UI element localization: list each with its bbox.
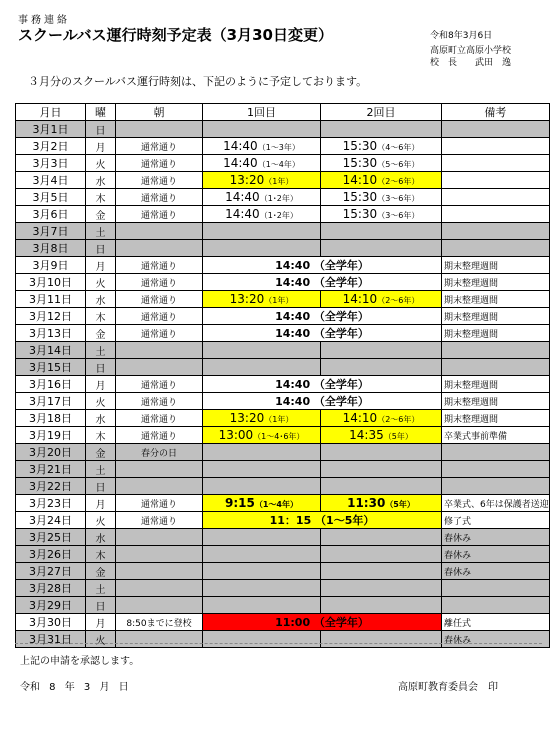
second-trip-cell bbox=[321, 172, 442, 189]
second-trip-time: 15:30 bbox=[342, 207, 378, 221]
notes-cell: 期末整理週間 bbox=[442, 393, 550, 410]
second-trip-cell bbox=[321, 240, 442, 257]
first-trip-grades: （1～3年） bbox=[257, 143, 300, 152]
morning-cell: 通常通り bbox=[116, 308, 203, 325]
morning-cell bbox=[116, 223, 203, 240]
morning-cell bbox=[116, 121, 203, 138]
weekday-cell: 金 bbox=[86, 563, 116, 580]
second-trip-grades: （4～6年） bbox=[377, 143, 420, 152]
morning-cell: 通常通り bbox=[116, 172, 203, 189]
second-trip-time: 15:30 bbox=[342, 156, 378, 170]
morning-cell: 通常通り bbox=[116, 512, 203, 529]
col-header-date: 月日 bbox=[16, 104, 86, 121]
date-cell: 3月30日 bbox=[16, 614, 86, 631]
morning-cell: 通常通り bbox=[116, 410, 203, 427]
table-row bbox=[16, 172, 550, 189]
combined-trip-cell: 14:40 （全学年） bbox=[203, 274, 442, 291]
date-cell: 3月11日 bbox=[16, 291, 86, 308]
first-trip-grades: （1年） bbox=[264, 296, 294, 305]
second-trip-cell bbox=[321, 427, 442, 444]
table-header-row bbox=[16, 104, 550, 121]
date-cell: 3月27日 bbox=[16, 563, 86, 580]
weekday-cell: 金 bbox=[86, 325, 116, 342]
second-trip-time: 14:10 bbox=[342, 292, 378, 306]
table-row bbox=[16, 444, 550, 461]
second-trip-cell bbox=[321, 410, 442, 427]
table-row bbox=[16, 376, 550, 393]
table-row bbox=[16, 461, 550, 478]
second-trip-cell bbox=[321, 359, 442, 376]
table-row bbox=[16, 274, 550, 291]
second-trip-cell bbox=[321, 189, 442, 206]
board-of-education: 高原町教育委員会 印 bbox=[398, 682, 498, 693]
notes-cell: 期末整理週間 bbox=[442, 410, 550, 427]
first-trip-cell bbox=[203, 240, 321, 257]
notes-cell: 離任式 bbox=[442, 614, 550, 631]
table-row bbox=[16, 121, 550, 138]
second-trip-grades: （2～6年） bbox=[377, 296, 420, 305]
first-trip-cell bbox=[203, 546, 321, 563]
morning-cell bbox=[116, 563, 203, 580]
morning-cell: 通常通り bbox=[116, 291, 203, 308]
morning-cell bbox=[116, 546, 203, 563]
bus-schedule-table bbox=[15, 103, 550, 648]
notes-cell bbox=[442, 206, 550, 223]
weekday-cell: 火 bbox=[86, 393, 116, 410]
first-trip-time: 13:20 bbox=[229, 292, 265, 306]
combined-trip-cell: 14:40 （全学年） bbox=[203, 257, 442, 274]
second-trip-grades: （3～6年） bbox=[377, 211, 420, 220]
notes-cell bbox=[442, 155, 550, 172]
table-row bbox=[16, 580, 550, 597]
combined-trip-cell: 14:40 （全学年） bbox=[203, 376, 442, 393]
notes-cell: 期末整理週間 bbox=[442, 376, 550, 393]
first-trip-time: 14:40 bbox=[223, 139, 258, 153]
first-trip-cell bbox=[203, 444, 321, 461]
notes-cell: 期末整理週間 bbox=[442, 274, 550, 291]
first-trip-cell bbox=[203, 121, 321, 138]
morning-cell bbox=[116, 529, 203, 546]
weekday-cell: 水 bbox=[86, 291, 116, 308]
table-row bbox=[16, 189, 550, 206]
second-trip-grades: （5～6年） bbox=[377, 160, 420, 169]
notes-cell bbox=[442, 478, 550, 495]
notes-cell bbox=[442, 461, 550, 478]
weekday-cell: 月 bbox=[86, 138, 116, 155]
col-header-notes: 備考 bbox=[442, 104, 550, 121]
second-trip-grades: （5年） bbox=[383, 432, 413, 441]
table-row bbox=[16, 240, 550, 257]
second-trip-cell bbox=[321, 478, 442, 495]
morning-cell: 通常通り bbox=[116, 376, 203, 393]
first-trip-cell bbox=[203, 155, 321, 172]
table-row bbox=[16, 308, 550, 325]
notes-cell: 春休み bbox=[442, 546, 550, 563]
weekday-cell: 火 bbox=[86, 155, 116, 172]
second-trip-grades: （5年） bbox=[385, 500, 415, 509]
weekday-cell: 月 bbox=[86, 614, 116, 631]
first-trip-time: 14:40 bbox=[225, 207, 260, 221]
date-cell: 3月5日 bbox=[16, 189, 86, 206]
date-cell: 3月9日 bbox=[16, 257, 86, 274]
weekday-cell: 土 bbox=[86, 223, 116, 240]
morning-cell: 通常通り bbox=[116, 206, 203, 223]
col-header-morning: 朝 bbox=[116, 104, 203, 121]
first-trip-cell bbox=[203, 427, 321, 444]
morning-cell bbox=[116, 597, 203, 614]
morning-cell bbox=[116, 359, 203, 376]
intro-text: ３月分のスクールバス運行時刻は、下記のように予定しております。 bbox=[28, 75, 368, 88]
second-trip-cell bbox=[321, 342, 442, 359]
first-trip-cell bbox=[203, 359, 321, 376]
date-cell: 3月25日 bbox=[16, 529, 86, 546]
first-trip-cell bbox=[203, 223, 321, 240]
morning-cell bbox=[116, 631, 203, 648]
table-row bbox=[16, 291, 550, 308]
first-trip-grades: （1～4年） bbox=[257, 160, 300, 169]
table-row bbox=[16, 325, 550, 342]
first-trip-cell bbox=[203, 342, 321, 359]
second-trip-time: 15:30 bbox=[342, 139, 378, 153]
morning-cell: 通常通り bbox=[116, 427, 203, 444]
weekday-cell: 火 bbox=[86, 631, 116, 648]
table-row bbox=[16, 393, 550, 410]
notes-cell bbox=[442, 138, 550, 155]
second-trip-cell bbox=[321, 580, 442, 597]
morning-cell: 春分の日 bbox=[116, 444, 203, 461]
second-trip-grades: （2～6年） bbox=[377, 415, 420, 424]
date-cell: 3月1日 bbox=[16, 121, 86, 138]
date-cell: 3月3日 bbox=[16, 155, 86, 172]
weekday-cell: 木 bbox=[86, 308, 116, 325]
second-trip-time: 14:35 bbox=[349, 428, 384, 442]
date-cell: 3月17日 bbox=[16, 393, 86, 410]
date-cell: 3月28日 bbox=[16, 580, 86, 597]
notes-cell bbox=[442, 189, 550, 206]
weekday-cell: 水 bbox=[86, 410, 116, 427]
weekday-cell: 木 bbox=[86, 546, 116, 563]
combined-trip-cell: 14:40 （全学年） bbox=[203, 308, 442, 325]
table-row bbox=[16, 597, 550, 614]
notes-cell: 期末整理週間 bbox=[442, 325, 550, 342]
first-trip-grades: （1年） bbox=[264, 415, 294, 424]
first-trip-cell bbox=[203, 172, 321, 189]
first-trip-time: 14:40 bbox=[225, 190, 260, 204]
table-row bbox=[16, 138, 550, 155]
table-row bbox=[16, 478, 550, 495]
date-cell: 3月26日 bbox=[16, 546, 86, 563]
notes-cell bbox=[442, 444, 550, 461]
morning-cell bbox=[116, 478, 203, 495]
morning-cell: 通常通り bbox=[116, 325, 203, 342]
weekday-cell: 金 bbox=[86, 444, 116, 461]
date-cell: 3月2日 bbox=[16, 138, 86, 155]
notes-cell bbox=[442, 597, 550, 614]
table-row bbox=[16, 546, 550, 563]
table-row bbox=[16, 342, 550, 359]
table-row bbox=[16, 206, 550, 223]
second-trip-time: 14:10 bbox=[342, 411, 378, 425]
combined-trip-cell: 14:40 （全学年） bbox=[203, 325, 442, 342]
morning-cell bbox=[116, 461, 203, 478]
weekday-cell: 月 bbox=[86, 495, 116, 512]
table-row bbox=[16, 631, 550, 648]
second-trip-cell bbox=[321, 444, 442, 461]
date-cell: 3月29日 bbox=[16, 597, 86, 614]
notes-cell bbox=[442, 359, 550, 376]
first-trip-cell bbox=[203, 631, 321, 648]
divider bbox=[15, 643, 542, 644]
table-row bbox=[16, 410, 550, 427]
approval-date: 令和 8 年 3 月 日 bbox=[20, 682, 129, 693]
notes-cell bbox=[442, 342, 550, 359]
notes-cell: 修了式 bbox=[442, 512, 550, 529]
second-trip-cell bbox=[321, 597, 442, 614]
morning-cell: 通常通り bbox=[116, 274, 203, 291]
first-trip-cell bbox=[203, 410, 321, 427]
first-trip-time: 14:40 bbox=[223, 156, 258, 170]
first-trip-time: 9:15 bbox=[225, 496, 255, 510]
date-cell: 3月13日 bbox=[16, 325, 86, 342]
first-trip-cell bbox=[203, 291, 321, 308]
date-cell: 3月19日 bbox=[16, 427, 86, 444]
first-trip-cell bbox=[203, 580, 321, 597]
morning-cell: 8:50までに登校 bbox=[116, 614, 203, 631]
weekday-cell: 日 bbox=[86, 478, 116, 495]
morning-cell: 通常通り bbox=[116, 155, 203, 172]
table-row bbox=[16, 155, 550, 172]
notes-cell bbox=[442, 580, 550, 597]
date-cell: 3月8日 bbox=[16, 240, 86, 257]
notes-cell: 卒業式、6年は保護者送迎 bbox=[442, 495, 550, 512]
first-trip-cell bbox=[203, 478, 321, 495]
date-cell: 3月18日 bbox=[16, 410, 86, 427]
second-trip-time: 11:30 bbox=[347, 496, 386, 510]
first-trip-time: 13:20 bbox=[229, 411, 265, 425]
second-trip-cell bbox=[321, 631, 442, 648]
first-trip-cell bbox=[203, 206, 321, 223]
date-cell: 3月24日 bbox=[16, 512, 86, 529]
weekday-cell: 日 bbox=[86, 240, 116, 257]
weekday-cell: 日 bbox=[86, 359, 116, 376]
date-cell: 3月23日 bbox=[16, 495, 86, 512]
table-row bbox=[16, 427, 550, 444]
weekday-cell: 水 bbox=[86, 172, 116, 189]
weekday-cell: 火 bbox=[86, 274, 116, 291]
weekday-cell: 木 bbox=[86, 427, 116, 444]
second-trip-cell bbox=[321, 495, 442, 512]
second-trip-grades: （3～6年） bbox=[377, 194, 420, 203]
table-row bbox=[16, 359, 550, 376]
school-name: 高原町立高原小学校 bbox=[430, 46, 512, 56]
date-cell: 3月31日 bbox=[16, 631, 86, 648]
first-trip-grades: （1年） bbox=[264, 177, 294, 186]
document-title: スクールバス運行時刻予定表（3月30日変更） bbox=[18, 26, 333, 44]
date-cell: 3月15日 bbox=[16, 359, 86, 376]
notes-cell bbox=[442, 240, 550, 257]
principal-name: 校 長 武田 逸 bbox=[430, 58, 512, 68]
date-cell: 3月7日 bbox=[16, 223, 86, 240]
second-trip-cell bbox=[321, 563, 442, 580]
approval-text: 上記の申請を承認します。 bbox=[20, 656, 140, 667]
first-trip-cell bbox=[203, 461, 321, 478]
second-trip-cell bbox=[321, 138, 442, 155]
morning-cell: 通常通り bbox=[116, 257, 203, 274]
table-row bbox=[16, 529, 550, 546]
second-trip-cell bbox=[321, 461, 442, 478]
date-cell: 3月4日 bbox=[16, 172, 86, 189]
table-row bbox=[16, 512, 550, 529]
second-trip-cell bbox=[321, 546, 442, 563]
first-trip-cell bbox=[203, 563, 321, 580]
morning-cell bbox=[116, 240, 203, 257]
memo-label: 事務連絡 bbox=[18, 15, 70, 26]
second-trip-cell bbox=[321, 121, 442, 138]
weekday-cell: 金 bbox=[86, 206, 116, 223]
notes-cell: 期末整理週間 bbox=[442, 308, 550, 325]
weekday-cell: 火 bbox=[86, 512, 116, 529]
first-trip-cell bbox=[203, 138, 321, 155]
first-trip-cell bbox=[203, 495, 321, 512]
second-trip-cell bbox=[321, 155, 442, 172]
notes-cell: 春休み bbox=[442, 631, 550, 648]
morning-cell: 通常通り bbox=[116, 495, 203, 512]
second-trip-cell bbox=[321, 223, 442, 240]
date-cell: 3月14日 bbox=[16, 342, 86, 359]
morning-cell: 通常通り bbox=[116, 138, 203, 155]
notes-cell bbox=[442, 121, 550, 138]
notes-cell: 春休み bbox=[442, 563, 550, 580]
first-trip-time: 13:20 bbox=[229, 173, 265, 187]
weekday-cell: 月 bbox=[86, 376, 116, 393]
notes-cell: 期末整理週間 bbox=[442, 291, 550, 308]
date-cell: 3月10日 bbox=[16, 274, 86, 291]
weekday-cell: 土 bbox=[86, 342, 116, 359]
morning-cell: 通常通り bbox=[116, 393, 203, 410]
second-trip-time: 14:10 bbox=[342, 173, 378, 187]
combined-trip-cell: 11：15 （1～5年） bbox=[203, 512, 442, 529]
weekday-cell: 木 bbox=[86, 189, 116, 206]
first-trip-grades: （1～4･6年） bbox=[253, 432, 305, 441]
first-trip-cell bbox=[203, 189, 321, 206]
morning-cell bbox=[116, 580, 203, 597]
notes-cell: 卒業式事前準備 bbox=[442, 427, 550, 444]
first-trip-cell bbox=[203, 597, 321, 614]
date-cell: 3月20日 bbox=[16, 444, 86, 461]
second-trip-grades: （2～6年） bbox=[377, 177, 420, 186]
morning-cell: 通常通り bbox=[116, 189, 203, 206]
weekday-cell: 土 bbox=[86, 580, 116, 597]
second-trip-cell bbox=[321, 291, 442, 308]
notes-cell bbox=[442, 172, 550, 189]
first-trip-grades: （1～4年） bbox=[254, 500, 298, 509]
date-cell: 3月21日 bbox=[16, 461, 86, 478]
date-cell: 3月16日 bbox=[16, 376, 86, 393]
weekday-cell: 日 bbox=[86, 121, 116, 138]
morning-cell bbox=[116, 342, 203, 359]
issue-date: 令和8年3月6日 bbox=[430, 31, 493, 41]
table-row bbox=[16, 563, 550, 580]
first-trip-grades: （1･2年） bbox=[259, 211, 298, 220]
date-cell: 3月22日 bbox=[16, 478, 86, 495]
col-header-dow: 曜 bbox=[86, 104, 116, 121]
second-trip-cell bbox=[321, 529, 442, 546]
first-trip-cell bbox=[203, 529, 321, 546]
combined-trip-cell: 14:40 （全学年） bbox=[203, 393, 442, 410]
notes-cell: 期末整理週間 bbox=[442, 257, 550, 274]
notes-cell bbox=[442, 223, 550, 240]
weekday-cell: 月 bbox=[86, 257, 116, 274]
first-trip-grades: （1･2年） bbox=[259, 194, 298, 203]
table-row bbox=[16, 257, 550, 274]
first-trip-time: 13:00 bbox=[218, 428, 254, 442]
weekday-cell: 日 bbox=[86, 597, 116, 614]
weekday-cell: 水 bbox=[86, 529, 116, 546]
table-row bbox=[16, 223, 550, 240]
col-header-first-trip: 1回目 bbox=[203, 104, 321, 121]
table-row bbox=[16, 614, 550, 631]
second-trip-cell bbox=[321, 206, 442, 223]
weekday-cell: 土 bbox=[86, 461, 116, 478]
col-header-second-trip: 2回目 bbox=[321, 104, 442, 121]
combined-trip-cell: 11:00 （全学年） bbox=[203, 614, 442, 631]
date-cell: 3月6日 bbox=[16, 206, 86, 223]
table-row bbox=[16, 495, 550, 512]
second-trip-time: 15:30 bbox=[342, 190, 378, 204]
date-cell: 3月12日 bbox=[16, 308, 86, 325]
notes-cell: 春休み bbox=[442, 529, 550, 546]
